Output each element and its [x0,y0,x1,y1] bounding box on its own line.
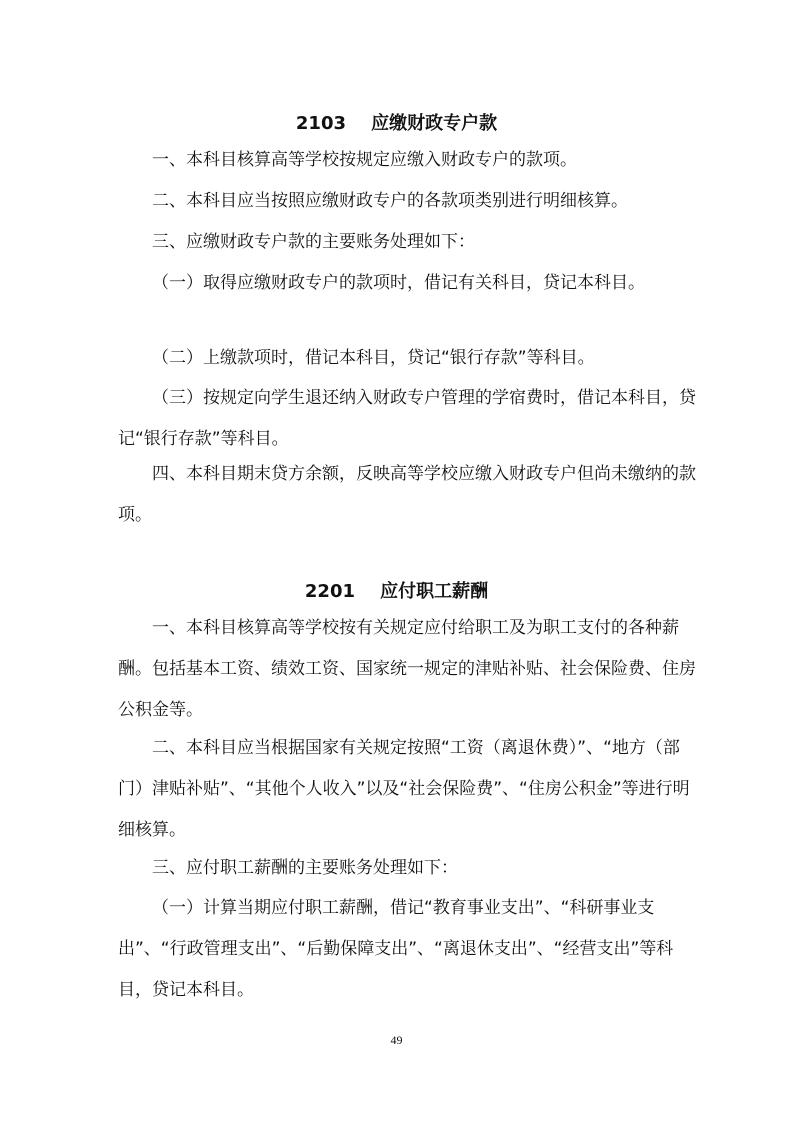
section-heading-2103 [0,112,793,136]
section-code: 2201 [304,581,356,602]
paragraph: （三）按规定向学生退还纳入财政专户管理的学宿费时，借记本科目，贷记“银行存款”等科目。 [118,388,696,449]
section-title: 应缴财政专户款 [371,113,498,134]
paragraph: 三、应缴财政专户款的主要账务处理如下： [152,232,475,252]
page-number: 49 [390,1033,403,1047]
paragraph: 四、本科目期末贷方余额，反映高等学校应缴入财政专户但尚未缴纳的款项。 [118,464,696,525]
paragraph: （二）上缴款项时，借记本科目，贷记“银行存款”等科目。 [152,348,595,368]
paragraph: 二、本科目应当根据国家有关规定按照“工资（离退休费）”、“地方（部门）津贴补贴”、“其他个人收入”以及“社会保险费”、“住房公积金”等进行明细核算。 [118,738,690,840]
paragraph: 三、应付职工薪酬的主要账务处理如下： [152,858,458,878]
paragraph: 一、本科目核算高等学校按有关规定应付给职工及为职工支付的各种薪酬。包括基本工资、绩效工资、国家统一规定的津贴补贴、社会保险费、住房公积金等。 [118,618,696,720]
paragraph: 一、本科目核算高等学校按规定应缴入财政专户的款项。 [152,150,577,170]
section-title: 应付职工薪酬 [380,581,489,602]
paragraph: 二、本科目应当按照应缴财政专户的各款项类别进行明细核算。 [152,191,628,211]
paragraph: （一）计算当期应付职工薪酬，借记“教育事业支出”、“科研事业支出”、“行政管理支出”、“后勤保障支出”、“离退休支出”、“经营支出”等科目，贷记本科目。 [118,898,674,1000]
paragraph: （一）取得应缴财政专户的款项时，借记有关科目，贷记本科目。 [152,273,645,293]
section-heading-2201 [0,580,793,604]
section-code: 2103 [295,113,347,134]
